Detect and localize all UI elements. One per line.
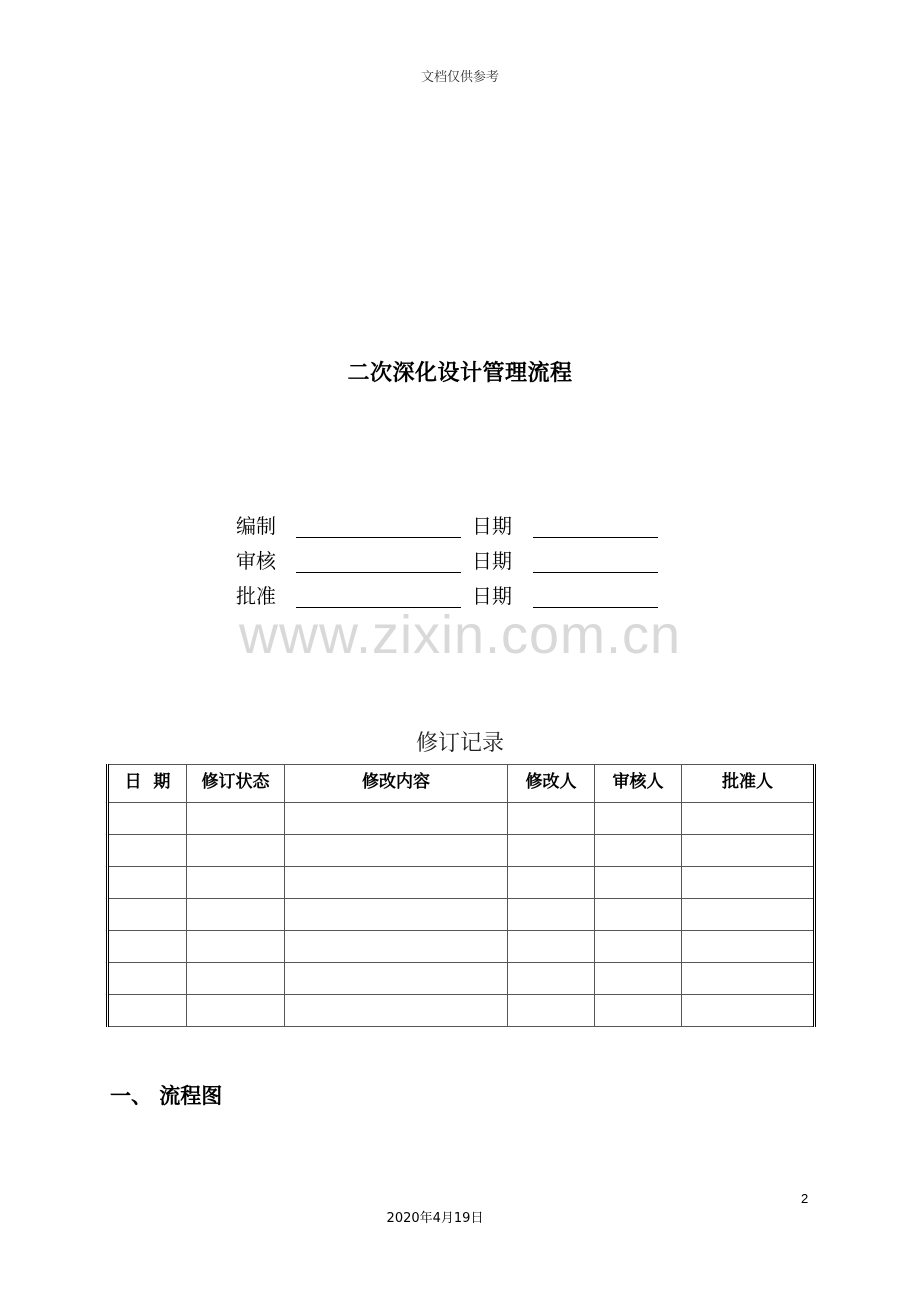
table-cell: [508, 835, 595, 867]
table-cell: [682, 803, 815, 835]
date-label: 日期: [472, 549, 512, 573]
signoff-label: 审核: [236, 549, 276, 573]
table-cell: [285, 963, 508, 995]
table-cell: [285, 899, 508, 931]
table-cell: [508, 963, 595, 995]
table-cell: [595, 963, 682, 995]
table-cell: [108, 963, 187, 995]
date-line: [533, 572, 658, 573]
table-cell: [285, 803, 508, 835]
table-cell: [508, 899, 595, 931]
column-header-status: 修订状态: [187, 765, 285, 803]
footer-date: 2020年4月19日: [386, 1211, 484, 1226]
table-cell: [285, 835, 508, 867]
table-cell: [508, 931, 595, 963]
table-cell: [682, 963, 815, 995]
signoff-row-compile: [236, 508, 676, 543]
table-cell: [108, 867, 187, 899]
table-row: [108, 803, 815, 835]
table-row: [108, 867, 815, 899]
table-row: [108, 995, 815, 1027]
table-row: [108, 899, 815, 931]
table-cell: [285, 867, 508, 899]
table-cell: [508, 995, 595, 1027]
header-note: 文档仅供参考: [420, 70, 499, 85]
table-row: [108, 931, 815, 963]
table-row: [108, 963, 815, 995]
table-cell: [595, 867, 682, 899]
column-header-date: 日 期: [108, 765, 187, 803]
watermark: www.zixin.com.cn: [238, 605, 682, 665]
table-cell: [595, 899, 682, 931]
table-cell: [108, 835, 187, 867]
table-cell: [682, 931, 815, 963]
signature-line: [296, 537, 461, 538]
column-header-reviewer: 审核人: [595, 765, 682, 803]
column-header-modifier: 修改人: [508, 765, 595, 803]
table-cell: [187, 995, 285, 1027]
signoff-label: 批准: [236, 584, 276, 608]
column-header-approver: 批准人: [682, 765, 815, 803]
table-header-row: [108, 765, 815, 803]
date-label: 日期: [472, 514, 512, 538]
table-cell: [187, 899, 285, 931]
table-cell: [682, 995, 815, 1027]
table-cell: [108, 931, 187, 963]
table-cell: [187, 963, 285, 995]
table-cell: [285, 931, 508, 963]
table-cell: [108, 995, 187, 1027]
date-label: 日期: [472, 584, 512, 608]
table-cell: [187, 835, 285, 867]
table-row: [108, 835, 815, 867]
table-cell: [595, 803, 682, 835]
table-cell: [682, 835, 815, 867]
table-cell: [187, 867, 285, 899]
revision-table: [106, 764, 816, 1027]
signoff-row-review: [236, 543, 676, 578]
table-cell: [285, 995, 508, 1027]
table-cell: [508, 867, 595, 899]
table-cell: [595, 995, 682, 1027]
table-cell: [187, 803, 285, 835]
column-header-content: 修改内容: [285, 765, 508, 803]
table-cell: [108, 899, 187, 931]
revision-title: 修订记录: [415, 731, 504, 756]
date-line: [533, 537, 658, 538]
table-cell: [595, 835, 682, 867]
section-heading: 一、 流程图: [110, 1084, 223, 1108]
page-number: 2: [801, 1191, 809, 1206]
table-cell: [682, 899, 815, 931]
signoff-block: [236, 508, 676, 613]
table-cell: [108, 803, 187, 835]
table-cell: [187, 931, 285, 963]
revision-table-body: [108, 803, 815, 1027]
table-cell: [682, 867, 815, 899]
table-cell: [508, 803, 595, 835]
table-cell: [595, 931, 682, 963]
document-title: 二次深化设计管理流程: [347, 361, 573, 386]
signature-line: [296, 572, 461, 573]
signoff-label: 编制: [236, 514, 276, 538]
